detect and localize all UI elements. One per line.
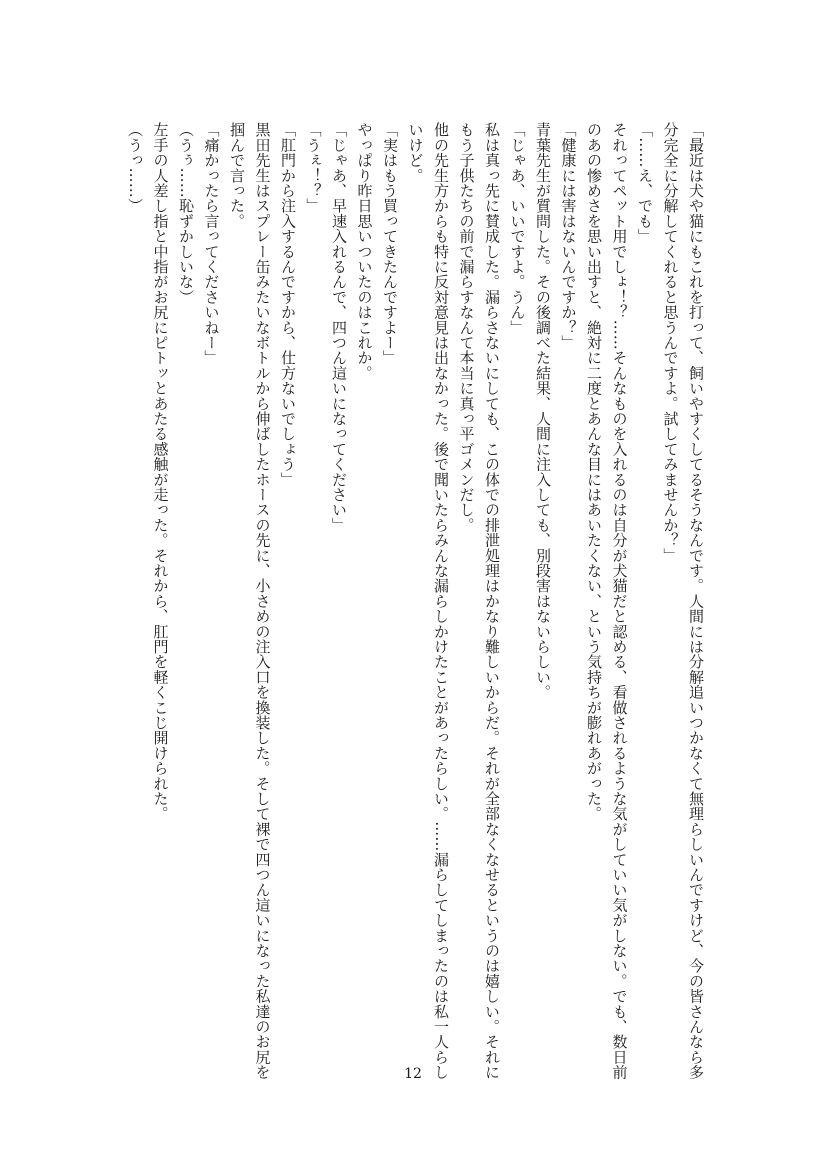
text-line: のあの惨めさを思い出すと、絶対に二度とあんな目にはあいたくない、という気持ちが膨れあがった。: [585, 122, 603, 822]
text-line: やっぱり昨日思いついたのはこれか。: [355, 122, 374, 381]
text-line: 他の先生方からも特に反対意見は出なかった。後で聞いたらみんな漏らしかけたことがあったらしい。……漏らしてしまったのは私一人らし: [432, 122, 450, 1080]
text-line: 私は真っ先に賛成した。漏らさないにしても、この体での排泄処理はかなり難しいからだ。それが全部なくなせるというのは嬉しい。それに: [483, 122, 501, 1080]
text-line: 「じゃあ、早速入れるんで、四つん這いになってください」: [330, 122, 348, 533]
vertical-text-body: [122, 122, 709, 1082]
text-line: 「じゃあ、いいですよ。うん」: [508, 122, 527, 335]
text-line: 左手の人差し指と中指がお尻にピトッとあたる感触が走った。それから、肛門を軽くこじ開けられた。: [151, 122, 170, 822]
text-line: 分完全に分解してくれると思うんですよ。試してみませんか？」: [661, 122, 680, 563]
text-line: 掴んで言った。: [228, 122, 246, 229]
text-line: それってペット用でしょ！？……そんなものを入れるのは自分が犬猫だと認める、看做されるような気がしていい気がしない。でも、数日前: [610, 122, 629, 1080]
text-line: （うぅ……恥ずかしいな）: [177, 122, 195, 305]
text-line: 「最近は犬や猫にもこれを打って、飼いやすくしてるそうなんです。人間には分解追いつかなくて無理らしいんですけど、今の皆さんなら多: [687, 122, 705, 1080]
text-line: 「実はもう買ってきたんですよー」: [381, 122, 399, 366]
text-line: 「肛門から注入するんですから、仕方ないでしょう」: [279, 122, 297, 487]
text-line: 「健康には害はないんですか？」: [559, 122, 578, 350]
text-line: 黒田先生はスプレー缶みたいなボトルから伸ばしたホースの先に、小さめの注入口を換装した。そして裸で四つん這いになった私達のお尻を: [253, 122, 272, 1080]
text-line: （うっ……）: [126, 122, 144, 214]
text-line: 「……え、でも」: [636, 122, 654, 244]
text-line: いけど。: [406, 122, 425, 183]
text-line: 青葉先生が質問した。その後調べた結果、人間に注入しても、別段害はないらしい。: [534, 122, 552, 700]
text-line: もう子供たちの前で漏らすなんて本当に真っ平ゴメンだし。: [457, 122, 476, 533]
page-number: 12: [404, 1066, 422, 1082]
text-line: 「うぇ！？」: [304, 122, 323, 214]
text-line: 「痛かったら言ってくださいねー」: [202, 122, 221, 366]
